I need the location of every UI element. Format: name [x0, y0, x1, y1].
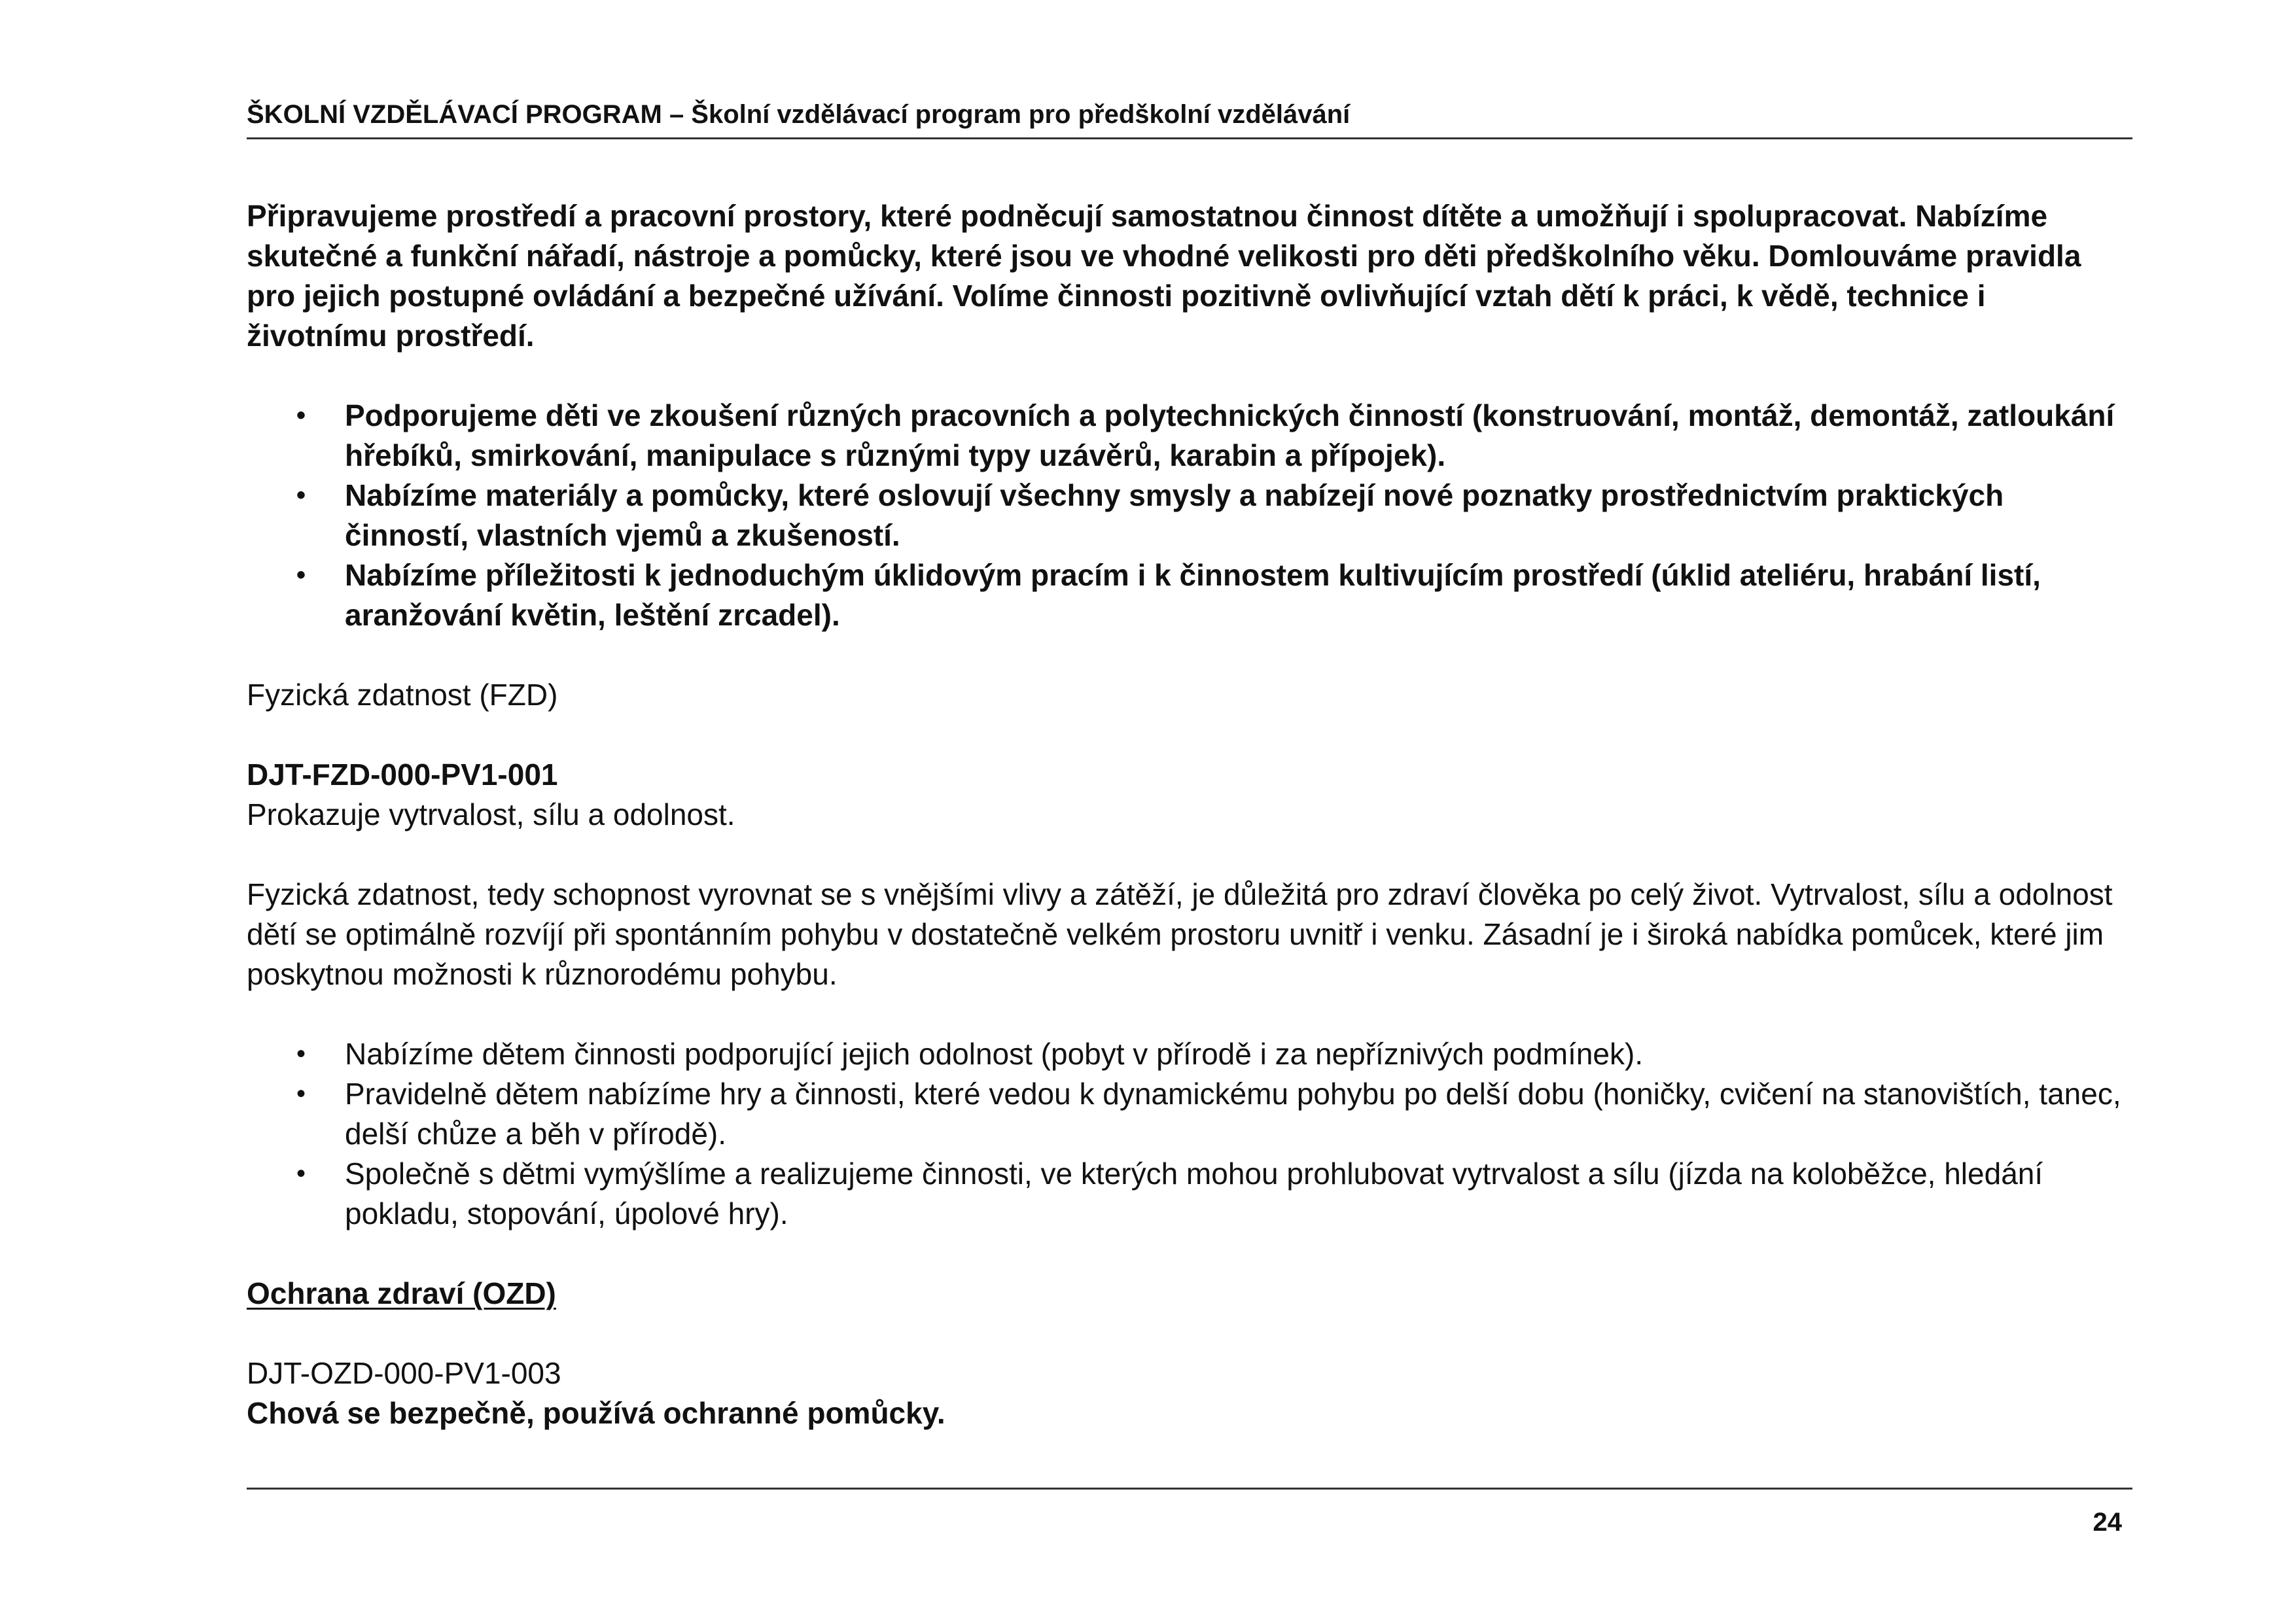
- page-number: 24: [2093, 1508, 2122, 1537]
- ozd-goal: Chová se bezpečně, používá ochranné pomůcky.: [247, 1396, 945, 1430]
- list-item: [247, 1074, 2132, 1154]
- bullet-icon: •: [296, 1159, 306, 1188]
- list-item-text: Pravidelně dětem nabízíme hry a činnosti, které vedou k dynamickému pohybu po delší dobu (honičky, cvičení na stanovištích, tanec, delší chůze a běh v přírodě).: [345, 1077, 2121, 1151]
- page-footer: [247, 1488, 2132, 1537]
- activities-bold-list: [247, 396, 2132, 635]
- list-item-text: Společně s dětmi vymýšlíme a realizujeme činnosti, ve kterých mohou prohlubovat vytrvalost a sílu (jízda na koloběžce, hledání pokladu, stopování, úpolové hry).: [345, 1157, 2043, 1230]
- list-item: [247, 1154, 2132, 1234]
- list-item: [247, 396, 2132, 476]
- bullet-icon: •: [296, 1039, 306, 1068]
- fzd-goal: Prokazuje vytrvalost, sílu a odolnost.: [247, 797, 735, 831]
- list-item: [247, 555, 2132, 635]
- list-item-text: Podporujeme děti ve zkoušení různých pracovních a polytechnických činností (konstruování, montáž, demontáž, zatloukání hřebíků, smirkování, manipulace s různými typy uzávěrů, karabin a přípojek).: [345, 398, 2115, 472]
- list-item-text: Nabízíme materiály a pomůcky, které oslovují všechny smysly a nabízejí nové poznatky prostřednictvím praktických činností, vlastních vjemů a zkušeností.: [345, 478, 2004, 552]
- bullet-icon: •: [296, 401, 306, 430]
- bullet-icon: •: [296, 561, 306, 589]
- intro-paragraph: Připravujeme prostředí a pracovní prostory, které podněcují samostatnou činnost dítěte a umožňují i spolupracovat. Nabízíme skutečné a funkční nářadí, nástroje a pomůcky, které jsou ve vhodné velikosti pro děti předškolního věku. Domlouváme pravidla pro jejich postupné ovládání a bezpečné užívání. Volíme činnosti pozitivně ovlivňující vztah dětí k práci, k vědě, technice i životnímu prostředí.: [247, 199, 2081, 353]
- ozd-heading-text: Ochrana zdraví (OZD): [247, 1276, 556, 1310]
- fzd-heading: Fyzická zdatnost (FZD): [247, 678, 558, 712]
- bullet-icon: •: [296, 1079, 306, 1108]
- list-item: [247, 1034, 2132, 1074]
- ozd-code: DJT-OZD-000-PV1-003: [247, 1356, 561, 1390]
- fzd-description: Fyzická zdatnost, tedy schopnost vyrovnat se s vnějšími vlivy a zátěží, je důležitá pro zdraví člověka po celý život. Vytrvalost, sílu a odolnost dětí se optimálně rozvíjí při spontánním pohybu v dostatečně velkém prostoru uvnitř i venku. Zásadní je i široká nabídka pomůcek, které jim poskytnou možnosti k různorodému pohybu.: [247, 877, 2113, 991]
- list-item-text: Nabízíme příležitosti k jednoduchým úklidovým pracím i k činnostem kultivujícím prostředí (úklid ateliéru, hrabání listí, aranžování květin, leštění zrcadel).: [345, 558, 2041, 632]
- list-item-text: Nabízíme dětem činnosti podporující jejich odolnost (pobyt v přírodě i za nepříznivých podmínek).: [345, 1037, 1644, 1071]
- fzd-code: DJT-FZD-000-PV1-001: [247, 758, 558, 792]
- header-title: ŠKOLNÍ VZDĚLÁVACÍ PROGRAM – Školní vzdělávací program pro předškolní vzdělávání: [247, 100, 1351, 129]
- fzd-activities-list: [247, 1034, 2132, 1234]
- list-item: [247, 476, 2132, 555]
- page-content: [247, 196, 2132, 1433]
- bullet-icon: •: [296, 481, 306, 510]
- page-header: [247, 98, 2132, 139]
- ozd-heading: [247, 1274, 2132, 1314]
